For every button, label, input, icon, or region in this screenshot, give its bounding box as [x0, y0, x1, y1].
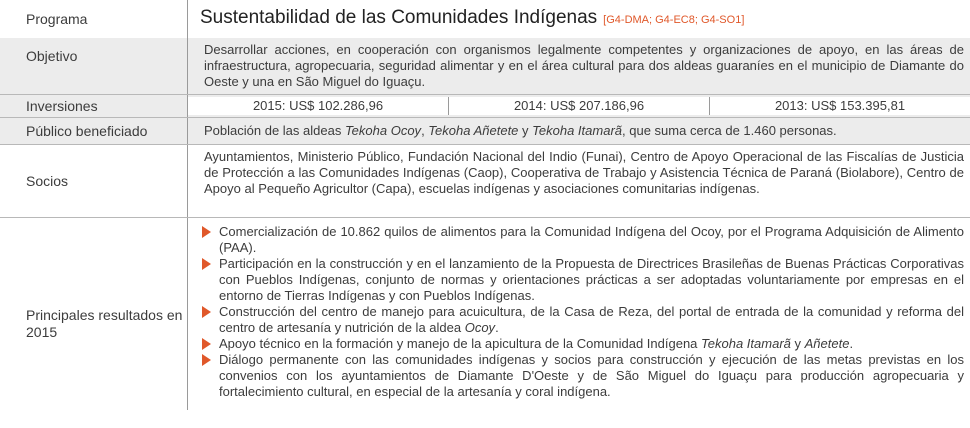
publico-text [188, 118, 970, 144]
arrow-bullet-icon [202, 258, 211, 270]
aldea-name: Tekoha Itamarã [701, 336, 791, 351]
result-text-start: Construcción del centro de manejo para acuicultura, de la Casa de Reza, del portal de entrada de la comunidad y reforma del centro de artesanía y nutrición de la aldea [219, 304, 964, 335]
row-objetivo [0, 38, 970, 94]
list-item [202, 352, 964, 400]
program-title [188, 0, 970, 38]
arrow-bullet-icon [202, 338, 211, 350]
result-text-start: Apoyo técnico en la formación y manejo de la apicultura de la Comunidad Indígena [219, 336, 702, 351]
list-item [202, 336, 964, 352]
label-resultados: Principales resultados en 2015 [0, 218, 188, 410]
arrow-bullet-icon [202, 306, 211, 318]
result-text [219, 336, 964, 352]
result-text: Diálogo permanente con las comunidades indígenas y socios para construcción y ejecución de las metas previstas en los convenios con los ayuntamientos de Diamante D'Oeste y de São Miguel do Iguaçu para producción agropecuaria y fortalecimiento cultural, en especial de la artesanía y coral indígena. [219, 352, 964, 399]
list-item [202, 224, 964, 256]
inversion-2014: 2014: US$ 207.186,96 [449, 97, 710, 115]
aldea-anetete: Tekoha Añetete [428, 123, 519, 138]
publico-text-start: Población de las aldeas [204, 123, 345, 138]
arrow-bullet-icon [202, 354, 211, 366]
inversion-2015: 2015: US$ 102.286,96 [188, 97, 449, 115]
label-publico: Público beneficiado [0, 118, 188, 144]
aldea-ocoy: Tekoha Ocoy [344, 123, 422, 138]
result-text: Comercialización de 10.862 quilos de alimentos para la Comunidad Indígena del Ocoy, por el Programa Adquisición de Alimento (PAA). [219, 224, 964, 255]
inversion-2013: 2013: US$ 153.395,81 [710, 97, 970, 115]
result-text-end: . [849, 336, 854, 351]
arrow-bullet-icon [202, 226, 211, 238]
gri-tags: [G4-DMA; G4-EC8; G4-SO1] [603, 14, 745, 26]
objetivo-text: Desarrollar acciones, en cooperación con organismos legalmente competentes y organizaciones de apoyo, en las áreas de infraestructura, agropecuaria, seguridad alimentar y en el área cultural para dos aldeas guaraníes en el municipio de Diamante do Oeste y una en São Miguel do Iguaçu. [204, 42, 964, 89]
label-programa: Programa [0, 0, 188, 38]
result-text-end: . [495, 320, 499, 335]
resultados-list [188, 218, 970, 410]
aldea-itamara: Tekoha Itamarã [532, 123, 623, 138]
result-text [219, 304, 964, 336]
row-programa [0, 0, 970, 38]
inversiones-values [188, 95, 970, 117]
row-socios [0, 145, 970, 217]
publico-text-end: , que suma cerca de 1.460 personas. [622, 123, 837, 138]
aldea-name: Añetete [804, 336, 850, 351]
program-title-text: Sustentabilidad de las Comunidades Indígenas [200, 7, 598, 28]
result-text-mid: y [790, 336, 805, 351]
list-item [202, 256, 964, 304]
list-item [202, 304, 964, 336]
publico-sep: y [518, 123, 533, 138]
aldea-name: Ocoy [464, 320, 496, 335]
socios-text: Ayuntamientos, Ministerio Público, Fundación Nacional del Indio (Funai), Centro de Apoyo Operacional de las Fiscalías de Justicia de Protección a las Comunidades Indígenas (Caop), Cooperativa de Trabajo y Asistencia Técnica de Paraná (Biolabore), Centro de Apoyo al Pequeño Agricultor (Capa), escuelas indígenas y asociaciones comunitarias indígenas. [204, 149, 964, 196]
publico-sep: , [421, 123, 429, 138]
row-inversiones [0, 95, 970, 117]
inversiones-grid [188, 95, 970, 117]
row-publico [0, 118, 970, 144]
label-socios: Socios [0, 145, 188, 217]
label-inversiones: Inversiones [0, 95, 188, 117]
result-text: Participación en la construcción y en el lanzamiento de la Propuesta de Directrices Brasileñas de Buenas Prácticas Corporativas con Pueblos Indígenas, conjunto de normas y orientaciones prácticas a ser adoptadas voluntariamente por empresas en el entorno de Tierras Indígenas y con Pueblos Indígenas. [219, 256, 964, 303]
label-objetivo: Objetivo [0, 38, 188, 94]
row-resultados [0, 218, 970, 410]
